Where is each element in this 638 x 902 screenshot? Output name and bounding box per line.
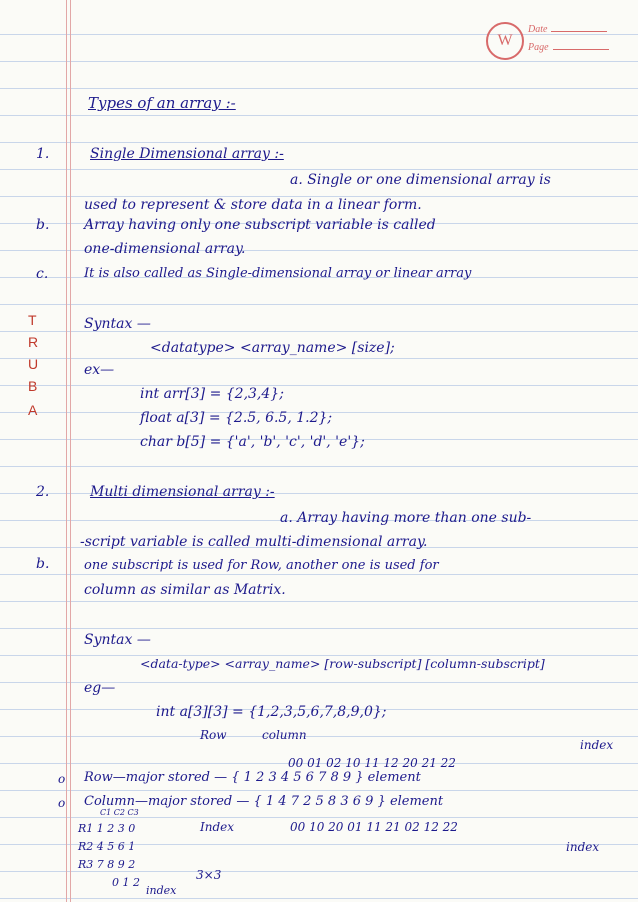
example-label: ex—	[84, 362, 115, 378]
syntax-label: Syntax —	[84, 316, 151, 332]
row-major-line: Row—major stored — { 1 2 3 4 5 6 7 8 9 } element	[84, 770, 421, 785]
matrix-index-label: Index	[200, 820, 235, 834]
text-line: a. Array having more than one sub-	[280, 510, 532, 526]
column-label: column	[262, 728, 307, 742]
date-field: Date	[528, 24, 607, 35]
index-line: 00 01 02 10 11 12 20 21 22	[288, 756, 456, 770]
text-line: used to represent & store data in a linear form.	[84, 197, 422, 213]
matrix-row: R3 7 8 9 2	[78, 858, 136, 871]
syntax-label: Syntax —	[84, 632, 151, 648]
margin-letter: U	[28, 356, 39, 372]
matrix-column-heads: C1 C2 C3	[100, 808, 139, 817]
bullet: o	[58, 796, 66, 810]
code-line: float a[3] = {2.5, 6.5, 1.2};	[140, 410, 333, 426]
text-line: one subscript is used for Row, another one is used for	[84, 558, 439, 573]
index-line: 00 10 20 01 11 21 02 12 22	[290, 820, 458, 834]
text-line: -script variable is called multi-dimensional array.	[80, 534, 428, 550]
item-label: c.	[36, 266, 49, 282]
margin-letter: B	[28, 378, 38, 394]
example-label: eg—	[84, 680, 116, 696]
matrix-bottom-index: 0 1 2	[112, 876, 140, 889]
matrix-row: R1 1 2 3 0	[78, 822, 136, 835]
text-line: column as similar as Matrix.	[84, 582, 286, 598]
brand-logo: W	[486, 22, 524, 60]
matrix-index-label: index	[146, 884, 177, 897]
margin-line	[70, 0, 71, 902]
syntax-line: <data-type> <array_name> [row-subscript] [column-subscript]	[140, 656, 545, 671]
code-line: int arr[3] = {2,3,4};	[140, 386, 284, 402]
margin-line	[66, 0, 67, 902]
section-heading: Multi dimensional array :-	[90, 484, 275, 500]
margin-letter: R	[28, 334, 39, 350]
text-line: Array having only one subscript variable is called	[84, 217, 436, 233]
margin-letter: T	[28, 312, 37, 328]
code-line: int a[3][3] = {1,2,3,5,6,7,8,9,0};	[156, 704, 387, 720]
index-note: index	[566, 840, 600, 854]
text-line: one-dimensional array.	[84, 241, 246, 257]
item-label: b.	[36, 217, 50, 233]
index-note: index	[580, 738, 614, 752]
section-number: 2.	[36, 484, 50, 500]
item-label: b.	[36, 556, 50, 572]
matrix-dims: 3×3	[196, 868, 222, 882]
margin-letter: A	[28, 402, 38, 418]
text-line: a. Single or one dimensional array is	[290, 172, 551, 188]
row-label: Row	[200, 728, 227, 742]
text-line: It is also called as Single-dimensional array or linear array	[84, 266, 472, 281]
page-field: Page	[528, 42, 609, 53]
column-major-line: Column—major stored — { 1 4 7 2 5 8 3 6 9 } element	[84, 794, 444, 809]
page-title: Types of an array :-	[88, 94, 236, 112]
section-heading: Single Dimensional array :-	[90, 146, 284, 162]
syntax-line: <datatype> <array_name> [size];	[150, 340, 395, 356]
matrix-row: R2 4 5 6 1	[78, 840, 136, 853]
bullet: o	[58, 772, 66, 786]
section-number: 1.	[36, 146, 50, 162]
code-line: char b[5] = {'a', 'b', 'c', 'd', 'e'};	[140, 434, 365, 450]
